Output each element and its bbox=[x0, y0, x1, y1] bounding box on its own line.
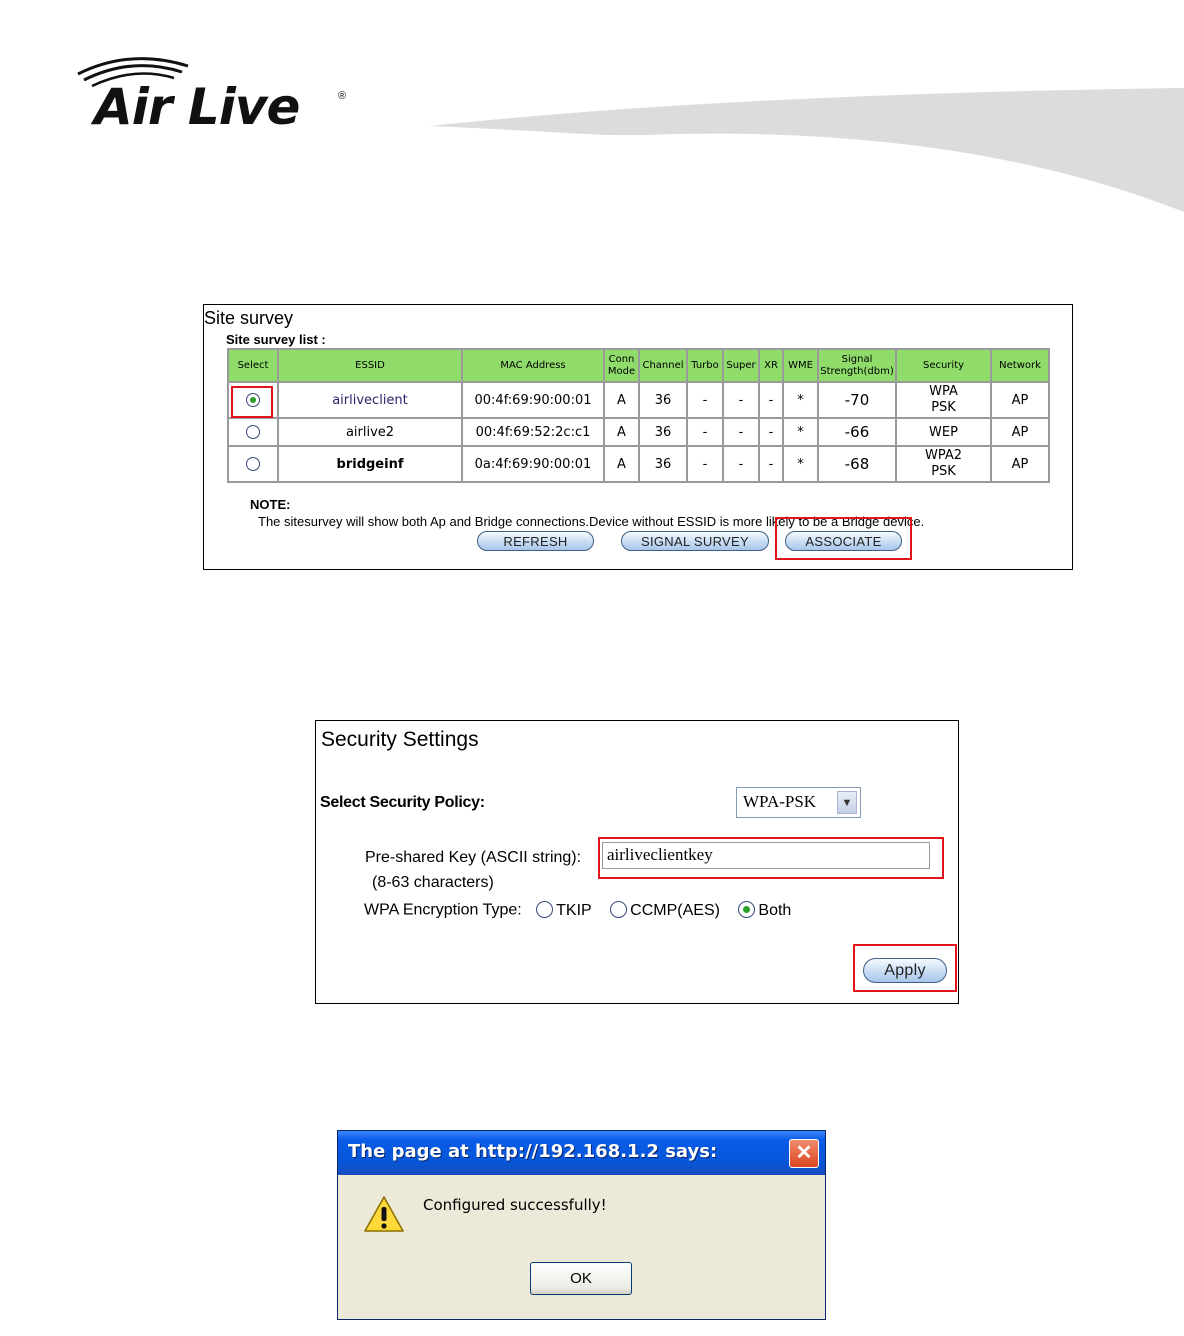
col-header-conn-mode: Conn Mode bbox=[604, 349, 639, 382]
signal-survey-button[interactable]: SIGNAL SURVEY bbox=[621, 531, 769, 551]
enc-option-ccmp[interactable] bbox=[610, 902, 720, 919]
wme-cell: * bbox=[783, 382, 818, 418]
signal-cell: -66 bbox=[818, 418, 896, 446]
xr-cell: - bbox=[759, 446, 783, 482]
network-cell: AP bbox=[991, 382, 1049, 418]
security-policy-select[interactable] bbox=[736, 787, 861, 818]
channel-cell: 36 bbox=[639, 382, 687, 418]
signal-cell: -68 bbox=[818, 446, 896, 482]
note-text: The sitesurvey will show both Ap and Bridge connections.Device without ESSID is more likely to be a Bridge device. bbox=[258, 514, 925, 529]
psk-length-note: (8-63 characters) bbox=[372, 874, 494, 891]
network-cell: AP bbox=[991, 446, 1049, 482]
signal-cell: -70 bbox=[818, 382, 896, 418]
enc-option-tkip[interactable] bbox=[536, 902, 592, 919]
logo-registered-mark: ® bbox=[338, 90, 347, 102]
site-survey-title: Site survey bbox=[204, 308, 294, 328]
security-settings-panel bbox=[315, 720, 959, 1004]
dialog-title: The page at http://192.168.1.2 says: bbox=[348, 1141, 718, 1162]
enc-option-label: TKIP bbox=[556, 901, 592, 919]
conn-mode-cell: A bbox=[604, 446, 639, 482]
associate-button[interactable]: ASSOCIATE bbox=[785, 531, 902, 551]
enc-option-label: CCMP(AES) bbox=[630, 901, 720, 919]
site-survey-subtitle: Site survey list : bbox=[226, 332, 326, 347]
apply-highlight-box bbox=[853, 944, 957, 992]
essid-cell: airlive2 bbox=[278, 418, 462, 446]
row-select-radio[interactable] bbox=[246, 425, 260, 439]
col-header-essid: ESSID bbox=[278, 349, 462, 382]
col-header-xr: XR bbox=[759, 349, 783, 382]
super-cell: - bbox=[723, 446, 759, 482]
security-cell: WPA2 PSK bbox=[896, 446, 991, 482]
mac-cell: 0a:4f:69:90:00:01 bbox=[462, 446, 604, 482]
col-header-channel: Channel bbox=[639, 349, 687, 382]
psk-label: Pre-shared Key (ASCII string): bbox=[365, 849, 582, 866]
select-highlight-box bbox=[231, 386, 273, 418]
essid-cell: bridgeinf bbox=[278, 446, 462, 482]
site-survey-panel bbox=[203, 304, 1073, 570]
psk-input[interactable]: airliveclientkey bbox=[602, 842, 930, 869]
encryption-type-label: WPA Encryption Type: bbox=[364, 901, 522, 919]
conn-mode-cell: A bbox=[604, 382, 639, 418]
warning-icon bbox=[363, 1195, 405, 1233]
header-swoosh bbox=[430, 80, 1184, 230]
site-survey-table bbox=[227, 348, 1050, 483]
close-icon[interactable]: ✕ bbox=[789, 1139, 819, 1168]
col-header-wme: WME bbox=[783, 349, 818, 382]
channel-cell: 36 bbox=[639, 446, 687, 482]
refresh-button[interactable]: REFRESH bbox=[477, 531, 594, 551]
chevron-down-icon[interactable]: ▼ bbox=[837, 791, 857, 814]
essid-cell: airliveclient bbox=[278, 382, 462, 418]
enc-option-both[interactable] bbox=[738, 902, 791, 919]
turbo-cell: - bbox=[687, 418, 723, 446]
super-cell: - bbox=[723, 382, 759, 418]
table-row bbox=[228, 382, 1049, 418]
conn-mode-cell: A bbox=[604, 418, 639, 446]
radio-both[interactable] bbox=[738, 901, 755, 918]
table-header-row bbox=[228, 349, 1049, 382]
xr-cell: - bbox=[759, 418, 783, 446]
alert-dialog bbox=[337, 1130, 826, 1320]
security-settings-title: Security Settings bbox=[321, 728, 479, 751]
col-header-mac: MAC Address bbox=[462, 349, 604, 382]
row-select-radio[interactable] bbox=[246, 457, 260, 471]
super-cell: - bbox=[723, 418, 759, 446]
radio-ccmp[interactable] bbox=[610, 901, 627, 918]
dialog-titlebar[interactable] bbox=[338, 1131, 825, 1175]
mac-cell: 00:4f:69:52:2c:c1 bbox=[462, 418, 604, 446]
logo-text: Air Live bbox=[94, 78, 300, 136]
channel-cell: 36 bbox=[639, 418, 687, 446]
col-header-signal: Signal Strength(dbm) bbox=[818, 349, 896, 382]
dialog-message: Configured successfully! bbox=[423, 1196, 607, 1214]
airlive-logo bbox=[70, 52, 370, 142]
col-header-security: Security bbox=[896, 349, 991, 382]
col-header-network: Network bbox=[991, 349, 1049, 382]
security-policy-label: Select Security Policy: bbox=[320, 794, 485, 811]
turbo-cell: - bbox=[687, 446, 723, 482]
security-cell: WPA PSK bbox=[896, 382, 991, 418]
encryption-type-row bbox=[364, 901, 805, 920]
select-cell bbox=[228, 418, 278, 446]
table-row bbox=[228, 446, 1049, 482]
table-row bbox=[228, 418, 1049, 446]
col-header-super: Super bbox=[723, 349, 759, 382]
xr-cell: - bbox=[759, 382, 783, 418]
security-cell: WEP bbox=[896, 418, 991, 446]
col-header-select: Select bbox=[228, 349, 278, 382]
col-header-turbo: Turbo bbox=[687, 349, 723, 382]
security-policy-value: WPA-PSK bbox=[743, 792, 817, 811]
network-cell: AP bbox=[991, 418, 1049, 446]
turbo-cell: - bbox=[687, 382, 723, 418]
mac-cell: 00:4f:69:90:00:01 bbox=[462, 382, 604, 418]
ok-button[interactable]: OK bbox=[530, 1262, 632, 1295]
associate-highlight-box bbox=[775, 517, 912, 560]
enc-option-label: Both bbox=[758, 901, 792, 919]
wme-cell: * bbox=[783, 418, 818, 446]
wme-cell: * bbox=[783, 446, 818, 482]
apply-button[interactable]: Apply bbox=[863, 958, 947, 983]
psk-highlight-box bbox=[598, 837, 944, 879]
note-label: NOTE: bbox=[250, 497, 291, 512]
radio-tkip[interactable] bbox=[536, 901, 553, 918]
select-cell bbox=[228, 446, 278, 482]
